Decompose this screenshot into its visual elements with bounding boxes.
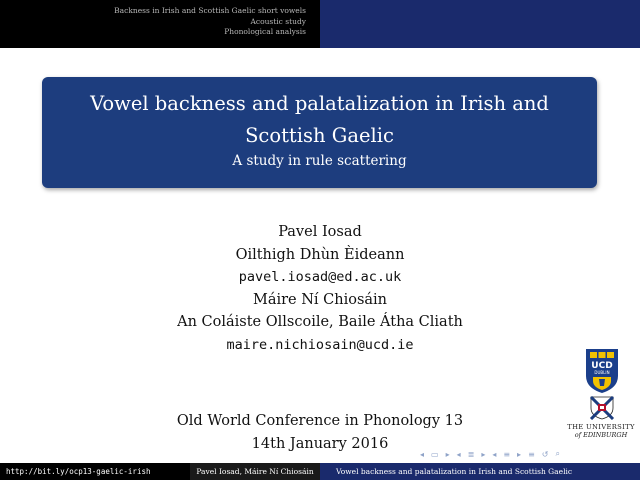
author-1-email[interactable]: pavel.iosad@ed.ac.uk: [238, 269, 402, 285]
footer-bar: [0, 463, 640, 480]
subsection-icon[interactable]: ≣: [467, 449, 475, 459]
section-icon[interactable]: ≡: [503, 449, 511, 459]
presentation-title: [42, 88, 597, 152]
next-section-icon[interactable]: ▸: [517, 449, 522, 459]
author-2-institution: An Coláiste Ollscoile, Baile Átha Cliath: [177, 314, 463, 330]
author-1-institution: Oilthigh Dhùn Èideann: [235, 246, 405, 263]
author-1-name: Pavel Iosad: [278, 224, 362, 240]
next-subsection-icon[interactable]: ▸: [481, 449, 486, 459]
edinburgh-crest-logo: [588, 396, 616, 420]
title-line-2: Scottish Gaelic: [245, 124, 394, 147]
search-icon[interactable]: ⌕: [555, 449, 560, 458]
author-2-email[interactable]: maire.nichiosain@ucd.ie: [226, 336, 414, 353]
section-navigation: [0, 0, 320, 48]
author-block: [0, 221, 640, 356]
ucd-logo: [584, 348, 620, 394]
footer-title: Vowel backness and palatalization in Irish and Scottish Gaelic: [320, 463, 640, 480]
prev-frame-icon[interactable]: ◂: [420, 449, 425, 459]
top-navigation-bar: [0, 0, 640, 48]
frame-icon[interactable]: ▭: [431, 449, 439, 459]
edinburgh-text-line-2: of EDINBURGH: [574, 431, 628, 439]
conference-name: Old World Conference in Phonology 13: [176, 413, 464, 429]
beamer-navigation-symbols: [420, 448, 635, 460]
nav-section-acoustic-study[interactable]: Acoustic study: [250, 16, 306, 26]
prev-subsection-icon[interactable]: ◂: [456, 449, 461, 459]
author-2-name: Máire Ní Chiosáin: [252, 291, 388, 308]
align-icon[interactable]: ≡: [528, 449, 535, 459]
ucd-logo-subtext: DUBLIN: [594, 370, 610, 375]
nav-section-phonological-analysis[interactable]: Phonological analysis: [224, 27, 306, 36]
footer-url[interactable]: http://bit.ly/ocp13-gaelic-irish: [0, 463, 190, 480]
edinburgh-logo-text: [562, 423, 640, 439]
edinburgh-text-line-1: THE UNIVERSITY: [567, 423, 635, 431]
section-list: [114, 6, 306, 38]
undo-icon[interactable]: ↺: [541, 449, 549, 459]
ucd-logo-text: UCD: [591, 361, 613, 371]
footer-authors: Pavel Iosad, Máire Ní Chiosáin: [190, 463, 320, 480]
conference-date: 14th January 2016: [251, 435, 389, 452]
next-frame-icon[interactable]: ▸: [445, 449, 450, 459]
prev-section-icon[interactable]: ◂: [492, 449, 497, 459]
presentation-subtitle: A study in rule scattering: [232, 153, 407, 169]
nav-section-backness[interactable]: Backness in Irish and Scottish Gaelic short vowels: [114, 6, 306, 15]
title-line-1: Vowel backness and palatalization in Irish and: [90, 92, 549, 115]
subsection-navigation: [320, 0, 640, 48]
title-block: [42, 77, 597, 188]
